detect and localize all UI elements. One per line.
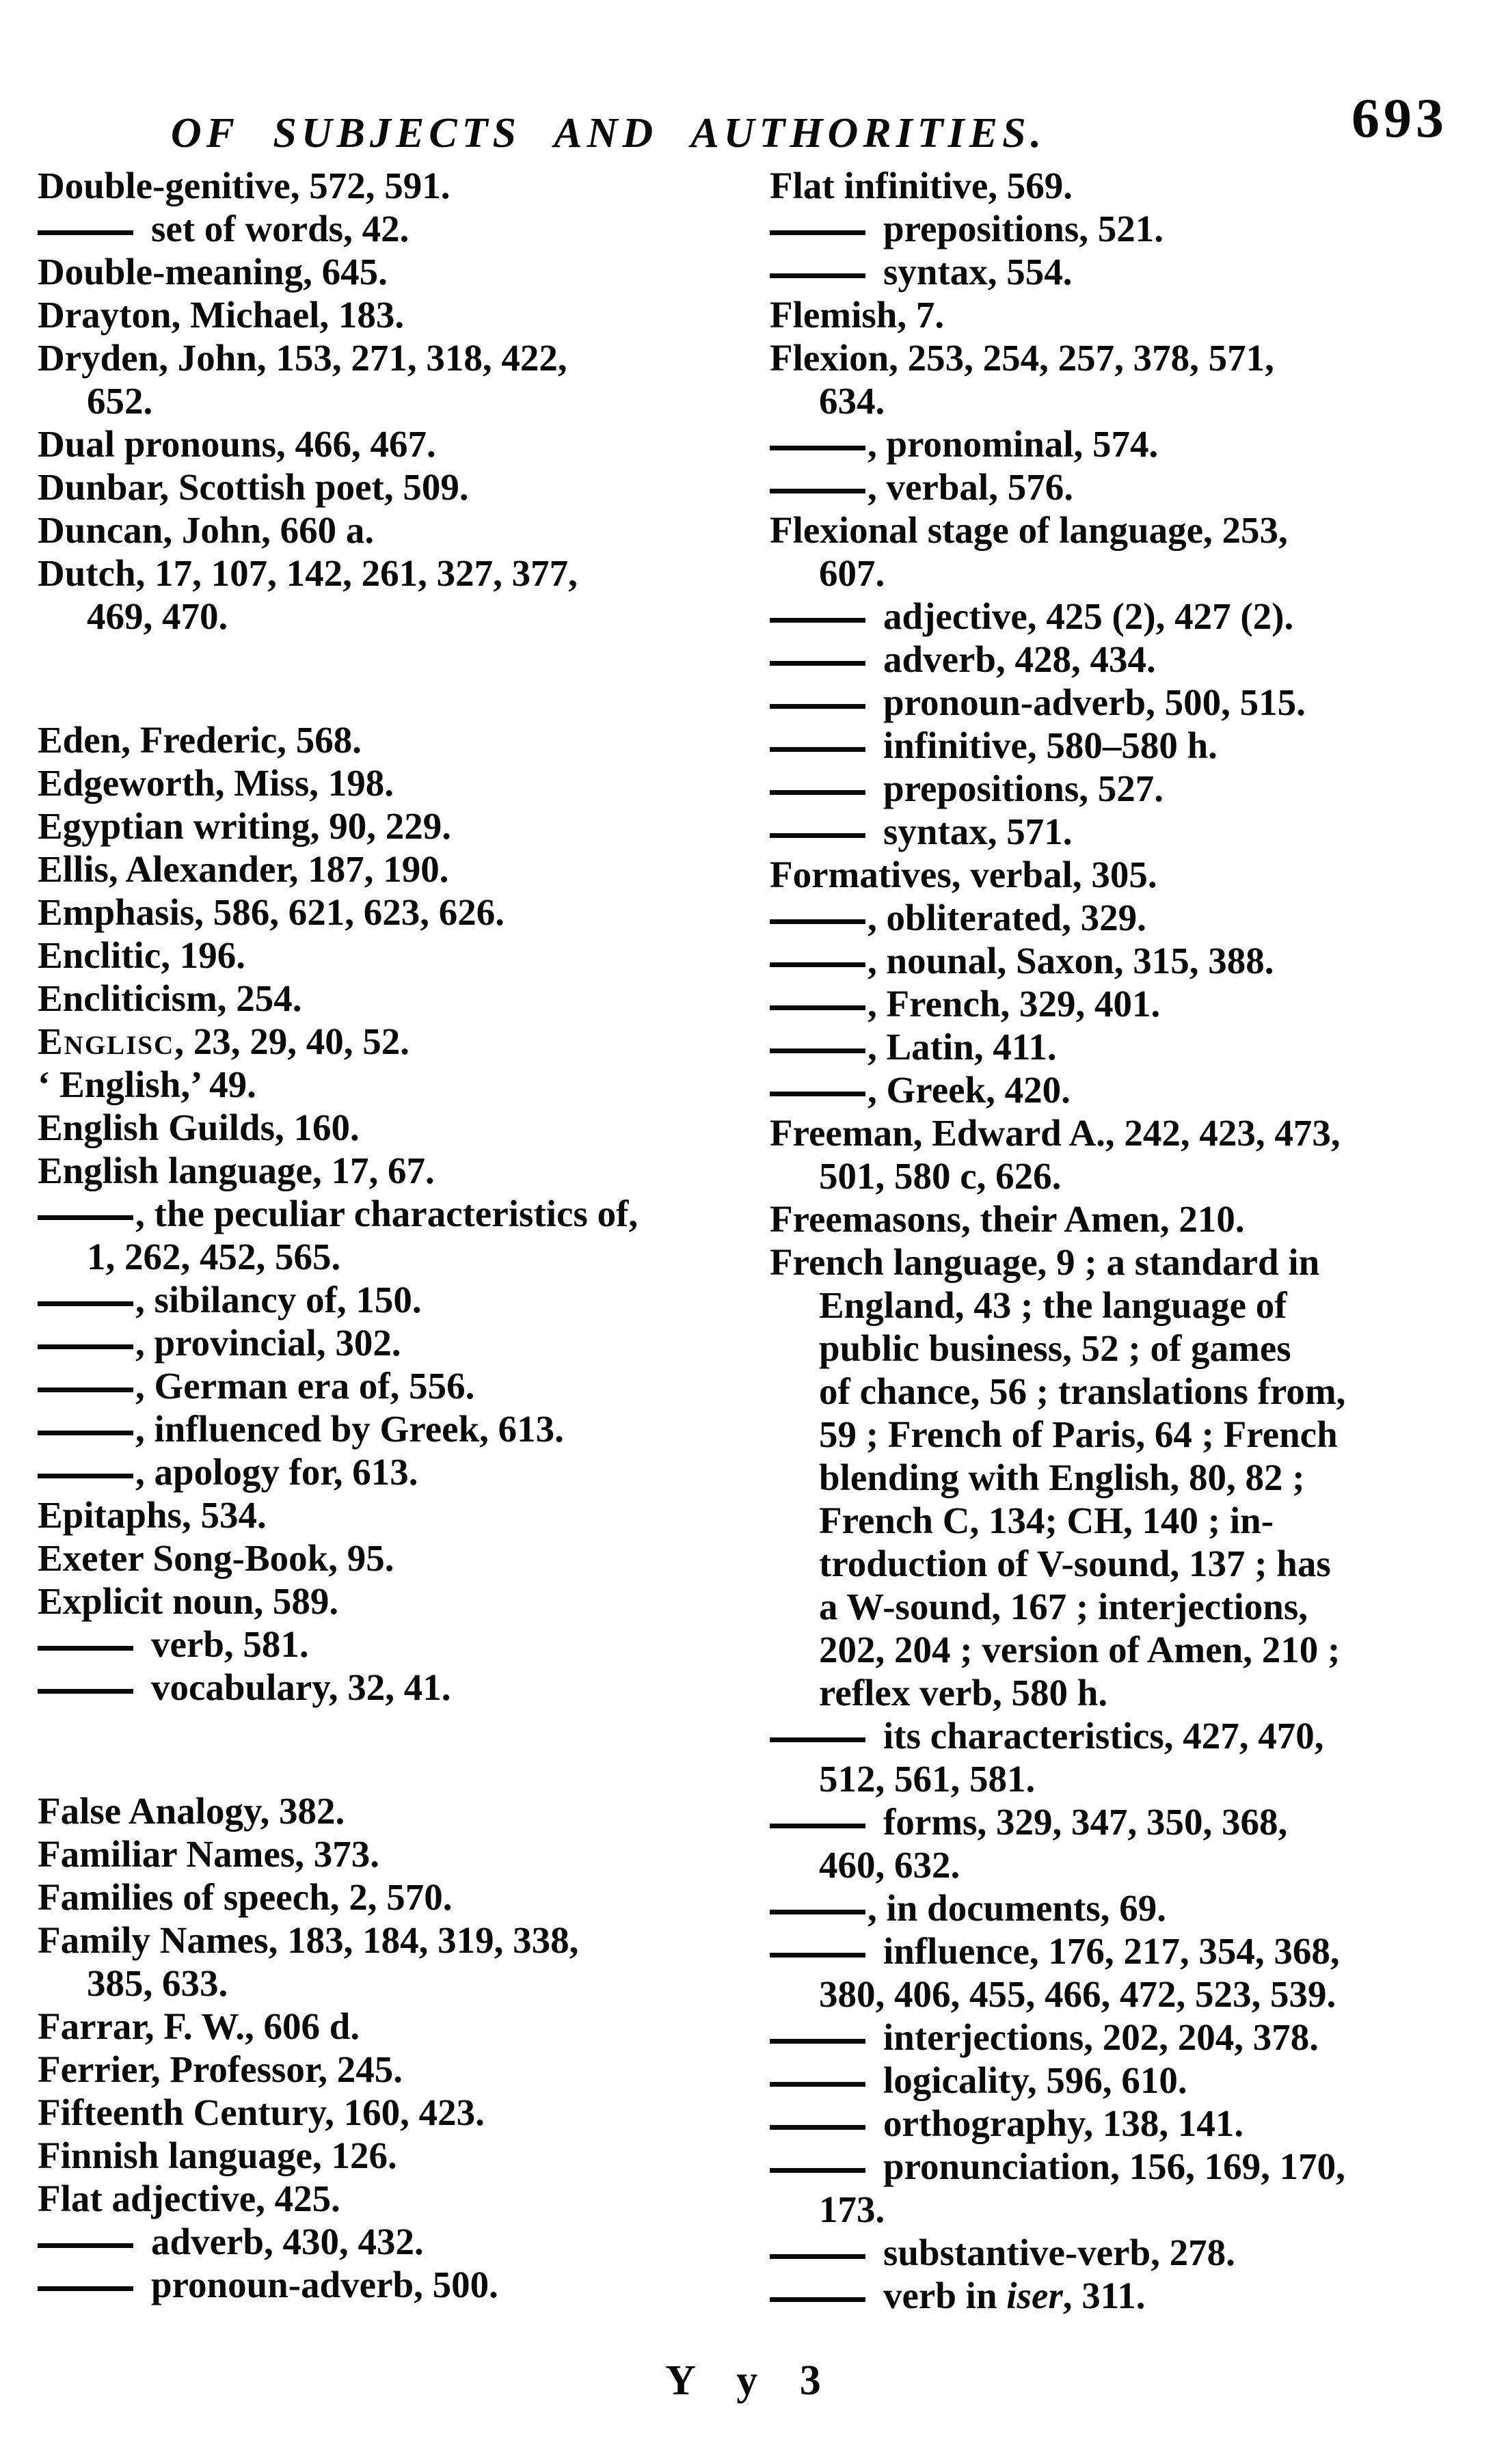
entry-text: pronunciation, 156, 169, 170, <box>883 2145 1345 2187</box>
entry-text: forms, 329, 347, 350, 368, <box>883 1801 1288 1843</box>
index-entry <box>770 724 1464 767</box>
running-head-title: OF SUBJECTS AND AUTHORITIES. <box>170 110 1047 157</box>
entry-text: influence, 176, 217, 354, 368, <box>883 1930 1340 1972</box>
ditto-dash <box>770 2039 865 2044</box>
entry-text: English language, 17, 67. <box>38 1150 435 1191</box>
ditto-dash <box>770 1048 865 1053</box>
entry-text: Eden, Frederic, 568. <box>38 719 362 761</box>
index-entry <box>770 1241 1464 1284</box>
ditto-dash <box>770 489 865 493</box>
entry-text: 173. <box>819 2189 885 2230</box>
ditto-dash <box>770 618 865 623</box>
index-entry <box>770 595 1464 638</box>
entry-text: Formatives, verbal, 305. <box>770 854 1157 895</box>
ditto-dash <box>770 2297 865 2302</box>
index-entry-continuation <box>770 1284 1464 1327</box>
index-entry <box>38 1321 731 1364</box>
entry-text: False Analogy, 382. <box>38 1790 345 1832</box>
index-entry-continuation <box>770 1154 1464 1197</box>
index-entry-continuation <box>770 1671 1464 1714</box>
index-entry <box>38 1149 731 1192</box>
index-entry-continuation <box>770 1542 1464 1585</box>
ditto-dash <box>38 1387 133 1392</box>
entry-text: Englisc <box>38 1020 175 1062</box>
entry-text: vocabulary, 32, 41. <box>151 1666 451 1708</box>
index-entry <box>38 934 731 977</box>
entry-text: Ferrier, Professor, 245. <box>38 2048 403 2090</box>
index-entry <box>38 2005 731 2048</box>
entry-text: , pronominal, 574. <box>867 423 1159 465</box>
entry-text: , Greek, 420. <box>867 1069 1071 1111</box>
index-entry <box>770 207 1464 250</box>
entry-text: , verbal, 576. <box>867 466 1073 508</box>
index-entry <box>38 848 731 891</box>
index-entry-continuation <box>770 1327 1464 1370</box>
ditto-dash <box>770 2125 865 2130</box>
entry-text: French C, 134; CH, 140 ; in- <box>819 1500 1274 1541</box>
entry-text: Exeter Song-Book, 95. <box>38 1537 394 1579</box>
ditto-dash <box>38 1646 133 1651</box>
ditto-dash <box>38 2243 133 2248</box>
entry-text: a W-sound, 167 ; interjections, <box>819 1586 1308 1627</box>
entry-text: 607. <box>819 552 885 594</box>
entry-text: interjections, 202, 204, 378. <box>883 2016 1319 2058</box>
ditto-dash <box>770 833 865 838</box>
ditto-dash <box>770 273 865 278</box>
ditto-dash <box>770 446 865 450</box>
entry-text: iser <box>1006 2275 1063 2316</box>
entry-text: Freemasons, their Amen, 210. <box>770 1198 1245 1240</box>
index-entry <box>770 2016 1464 2059</box>
index-entry <box>38 2048 731 2091</box>
index-entry-continuation <box>38 595 731 638</box>
index-entry <box>38 1789 731 1832</box>
index-entry <box>770 1800 1464 1843</box>
entry-text: Dual pronouns, 466, 467. <box>38 423 436 465</box>
entry-text: English Guilds, 160. <box>38 1107 360 1148</box>
index-entry <box>38 2263 731 2306</box>
index-entry <box>38 2134 731 2177</box>
entry-text: Drayton, Michael, 183. <box>38 294 405 336</box>
index-entry-continuation <box>38 1962 731 2005</box>
index-entry <box>38 891 731 934</box>
index-entry-continuation <box>770 1413 1464 1456</box>
entry-text: Edgeworth, Miss, 198. <box>38 762 394 804</box>
index-entry <box>770 1886 1464 1930</box>
index-entry <box>38 422 731 465</box>
entry-text: 512, 561, 581. <box>819 1758 1036 1800</box>
entry-text: , 23, 29, 40, 52. <box>174 1020 409 1062</box>
index-entry <box>38 1623 731 1666</box>
index-entry <box>770 293 1464 336</box>
entry-text: Explicit noun, 589. <box>38 1580 339 1622</box>
ditto-dash <box>770 1953 865 1958</box>
entry-text: Enclitic, 196. <box>38 934 246 976</box>
index-entry <box>770 336 1464 379</box>
ditto-dash <box>770 1737 865 1742</box>
index-entry-continuation <box>770 379 1464 422</box>
ditto-dash <box>770 790 865 795</box>
entry-text: , nounal, Saxon, 315, 388. <box>867 940 1274 981</box>
index-entry <box>38 1278 731 1321</box>
entry-text: Flat adjective, 425. <box>38 2178 340 2219</box>
index-entry <box>770 509 1464 552</box>
entry-text: logicality, 596, 610. <box>883 2059 1187 2101</box>
ditto-dash <box>770 1824 865 1828</box>
index-entry <box>770 164 1464 207</box>
index-entry <box>770 810 1464 853</box>
entry-text: , influenced by Greek, 613. <box>135 1408 564 1450</box>
ditto-dash <box>38 1474 133 1478</box>
ditto-dash <box>38 2286 133 2291</box>
index-entry <box>38 1407 731 1450</box>
page-number: 693 <box>1351 87 1448 149</box>
ditto-dash <box>770 2254 865 2259</box>
signature-mark: Y y 3 <box>665 2357 828 2404</box>
index-entry <box>770 1714 1464 1757</box>
index-entry-continuation <box>770 552 1464 595</box>
index-entry <box>38 1493 731 1536</box>
index-entry <box>38 250 731 293</box>
index-entry <box>38 164 731 207</box>
entry-text: Farrar, F. W., 606 d. <box>38 2005 360 2047</box>
index-entry <box>38 1364 731 1407</box>
entry-text: Encliticism, 254. <box>38 977 302 1019</box>
entry-text: public business, 52 ; of games <box>819 1327 1291 1369</box>
ditto-dash <box>770 1910 865 1914</box>
index-entry <box>38 804 731 848</box>
index-entry-group <box>38 718 731 1709</box>
index-entry-continuation <box>770 1843 1464 1886</box>
entry-text: 59 ; French of Paris, 64 ; French <box>819 1413 1338 1455</box>
index-entry-continuation <box>38 379 731 422</box>
entry-text: substantive-verb, 278. <box>883 2232 1235 2273</box>
index-entry <box>38 336 731 379</box>
index-entry <box>38 718 731 761</box>
entry-text: Familiar Names, 373. <box>38 1833 380 1875</box>
index-entry <box>770 896 1464 939</box>
entry-text: blending with English, 80, 82 ; <box>819 1457 1305 1498</box>
entry-text: Flexion, 253, 254, 257, 378, 571, <box>770 337 1274 379</box>
index-entry-continuation <box>770 1628 1464 1671</box>
index-entry-continuation <box>770 1757 1464 1800</box>
index-entry-continuation <box>770 1456 1464 1499</box>
entry-text: , 311. <box>1062 2275 1146 2316</box>
entry-text: 380, 406, 455, 466, 472, 523, 539. <box>819 1973 1336 2015</box>
entry-text: Double-meaning, 645. <box>38 251 388 293</box>
entry-text: 469, 470. <box>87 595 228 637</box>
ditto-dash <box>770 747 865 752</box>
entry-text: , obliterated, 329. <box>867 897 1146 938</box>
index-entry <box>770 853 1464 896</box>
entry-text: prepositions, 521. <box>883 208 1164 249</box>
index-entry-group <box>38 1789 731 2306</box>
entry-text: , provincial, 302. <box>135 1322 401 1364</box>
index-entry <box>770 422 1464 465</box>
index-entry-group <box>770 164 1464 2317</box>
entry-text: 202, 204 ; version of Amen, 210 ; <box>819 1629 1341 1670</box>
ditto-dash <box>770 2082 865 2087</box>
ditto-dash <box>770 230 865 235</box>
entry-text: infinitive, 580–580 h. <box>883 725 1218 766</box>
index-entry <box>770 1197 1464 1241</box>
index-entry-continuation <box>38 1235 731 1278</box>
index-entry <box>38 1450 731 1493</box>
entry-text: Duncan, John, 660 a. <box>38 509 375 551</box>
entry-text: Dutch, 17, 107, 142, 261, 327, 377, <box>38 552 578 594</box>
index-entry <box>770 1930 1464 1973</box>
ditto-dash <box>38 1431 133 1435</box>
entry-text: , sibilancy of, 150. <box>135 1279 422 1321</box>
entry-text: pronoun-adverb, 500. <box>151 2264 498 2305</box>
index-column-left <box>38 164 731 2306</box>
entry-text: Family Names, 183, 184, 319, 338, <box>38 1919 579 1961</box>
index-column-right <box>770 164 1464 2317</box>
index-entry <box>770 638 1464 681</box>
entry-text: Flexional stage of language, 253, <box>770 509 1288 551</box>
index-entry <box>770 939 1464 982</box>
index-entry <box>38 2091 731 2134</box>
entry-text: of chance, 56 ; translations from, <box>819 1370 1346 1412</box>
entry-text: Double-genitive, 572, 591. <box>38 165 450 206</box>
index-entry <box>770 1025 1464 1068</box>
entry-text: 501, 580 c, 626. <box>819 1155 1062 1197</box>
index-entry <box>38 761 731 804</box>
index-entry <box>38 207 731 250</box>
entry-text: French language, 9 ; a standard in <box>770 1241 1320 1283</box>
ditto-dash <box>770 704 865 709</box>
entry-text: 1, 262, 452, 565. <box>87 1236 341 1277</box>
index-entry <box>38 1536 731 1580</box>
index-entry <box>38 1666 731 1709</box>
index-entry <box>770 2231 1464 2274</box>
entry-text: Finnish language, 126. <box>38 2135 397 2176</box>
index-entry <box>770 465 1464 509</box>
index-entry <box>38 509 731 552</box>
entry-text: Families of speech, 2, 570. <box>38 1876 453 1918</box>
index-entry <box>38 2220 731 2263</box>
ditto-dash <box>770 2168 865 2173</box>
ditto-dash <box>38 1215 133 1220</box>
entry-text: , Latin, 411. <box>867 1026 1057 1068</box>
index-entry-continuation <box>770 1370 1464 1413</box>
index-entry <box>770 1068 1464 1111</box>
entry-text: set of words, 42. <box>151 208 409 249</box>
index-entry <box>38 552 731 595</box>
index-entry <box>770 2145 1464 2188</box>
index-entry <box>38 1020 731 1063</box>
ditto-dash <box>770 962 865 967</box>
entry-text: ‘ English,’ 49. <box>38 1064 256 1105</box>
index-entry <box>38 1832 731 1876</box>
entry-text: Egyptian writing, 90, 229. <box>38 805 452 847</box>
entry-text: Freeman, Edward A., 242, 423, 473, <box>770 1112 1341 1154</box>
index-entry-group <box>38 164 731 638</box>
index-entry <box>770 982 1464 1025</box>
index-entry <box>38 293 731 336</box>
index-entry <box>770 1111 1464 1154</box>
entry-text: Fifteenth Century, 160, 423. <box>38 2091 485 2133</box>
entry-text: 385, 633. <box>87 1962 228 2004</box>
entry-text: verb in <box>883 2275 1007 2316</box>
entry-text: , German era of, 556. <box>135 1365 475 1407</box>
index-entry <box>770 2274 1464 2317</box>
index-entry <box>38 1063 731 1106</box>
ditto-dash <box>770 1092 865 1096</box>
ditto-dash <box>38 1301 133 1306</box>
index-entry <box>38 2177 731 2220</box>
entry-text: syntax, 554. <box>883 251 1073 293</box>
entry-text: Epitaphs, 534. <box>38 1494 267 1536</box>
entry-text: Dunbar, Scottish poet, 509. <box>38 466 469 508</box>
entry-text: , French, 329, 401. <box>867 983 1161 1025</box>
entry-text: pronoun-adverb, 500, 515. <box>883 681 1306 723</box>
entry-text: , apology for, 613. <box>135 1451 418 1493</box>
entry-text: adverb, 430, 432. <box>151 2221 424 2262</box>
entry-text: 460, 632. <box>819 1844 960 1886</box>
entry-text: Ellis, Alexander, 187, 190. <box>38 848 449 890</box>
index-entry <box>38 1919 731 1962</box>
index-entry <box>38 1192 731 1235</box>
entry-text: 634. <box>819 380 885 422</box>
entry-text: Emphasis, 586, 621, 623, 626. <box>38 891 505 933</box>
index-entry <box>770 2059 1464 2102</box>
index-entry <box>770 250 1464 293</box>
ditto-dash <box>770 919 865 924</box>
ditto-dash <box>38 1344 133 1349</box>
index-entry-continuation <box>770 1585 1464 1628</box>
entry-text: syntax, 571. <box>883 811 1073 852</box>
entry-text: adjective, 425 (2), 427 (2). <box>883 595 1294 637</box>
entry-text: its characteristics, 427, 470, <box>883 1715 1324 1757</box>
entry-text: prepositions, 527. <box>883 768 1164 809</box>
ditto-dash <box>770 1005 865 1010</box>
index-entry-continuation <box>770 1973 1464 2016</box>
entry-text: orthography, 138, 141. <box>883 2102 1244 2144</box>
index-entry-continuation <box>770 2188 1464 2231</box>
entry-text: adverb, 428, 434. <box>883 638 1156 680</box>
index-entry <box>770 2102 1464 2145</box>
ditto-dash <box>38 230 133 235</box>
index-entry <box>38 465 731 509</box>
ditto-dash <box>38 1689 133 1694</box>
entry-text: reflex verb, 580 h. <box>819 1672 1108 1714</box>
ditto-dash <box>770 661 865 666</box>
entry-text: England, 43 ; the language of <box>819 1284 1287 1326</box>
entry-text: , in documents, 69. <box>867 1887 1166 1929</box>
index-entry <box>38 977 731 1020</box>
entry-text: , the peculiar characteristics of, <box>135 1193 638 1234</box>
index-entry <box>770 681 1464 724</box>
entry-text: Flat infinitive, 569. <box>770 165 1073 206</box>
index-entry <box>38 1876 731 1919</box>
index-entry-continuation <box>770 1499 1464 1542</box>
index-entry <box>38 1106 731 1149</box>
index-entry <box>38 1580 731 1623</box>
entry-text: Dryden, John, 153, 271, 318, 422, <box>38 337 567 379</box>
entry-text: troduction of V-sound, 137 ; has <box>819 1543 1331 1584</box>
index-entry <box>770 767 1464 810</box>
entry-text: Flemish, 7. <box>770 294 945 336</box>
entry-text: verb, 581. <box>151 1623 309 1665</box>
entry-text: 652. <box>87 380 153 422</box>
